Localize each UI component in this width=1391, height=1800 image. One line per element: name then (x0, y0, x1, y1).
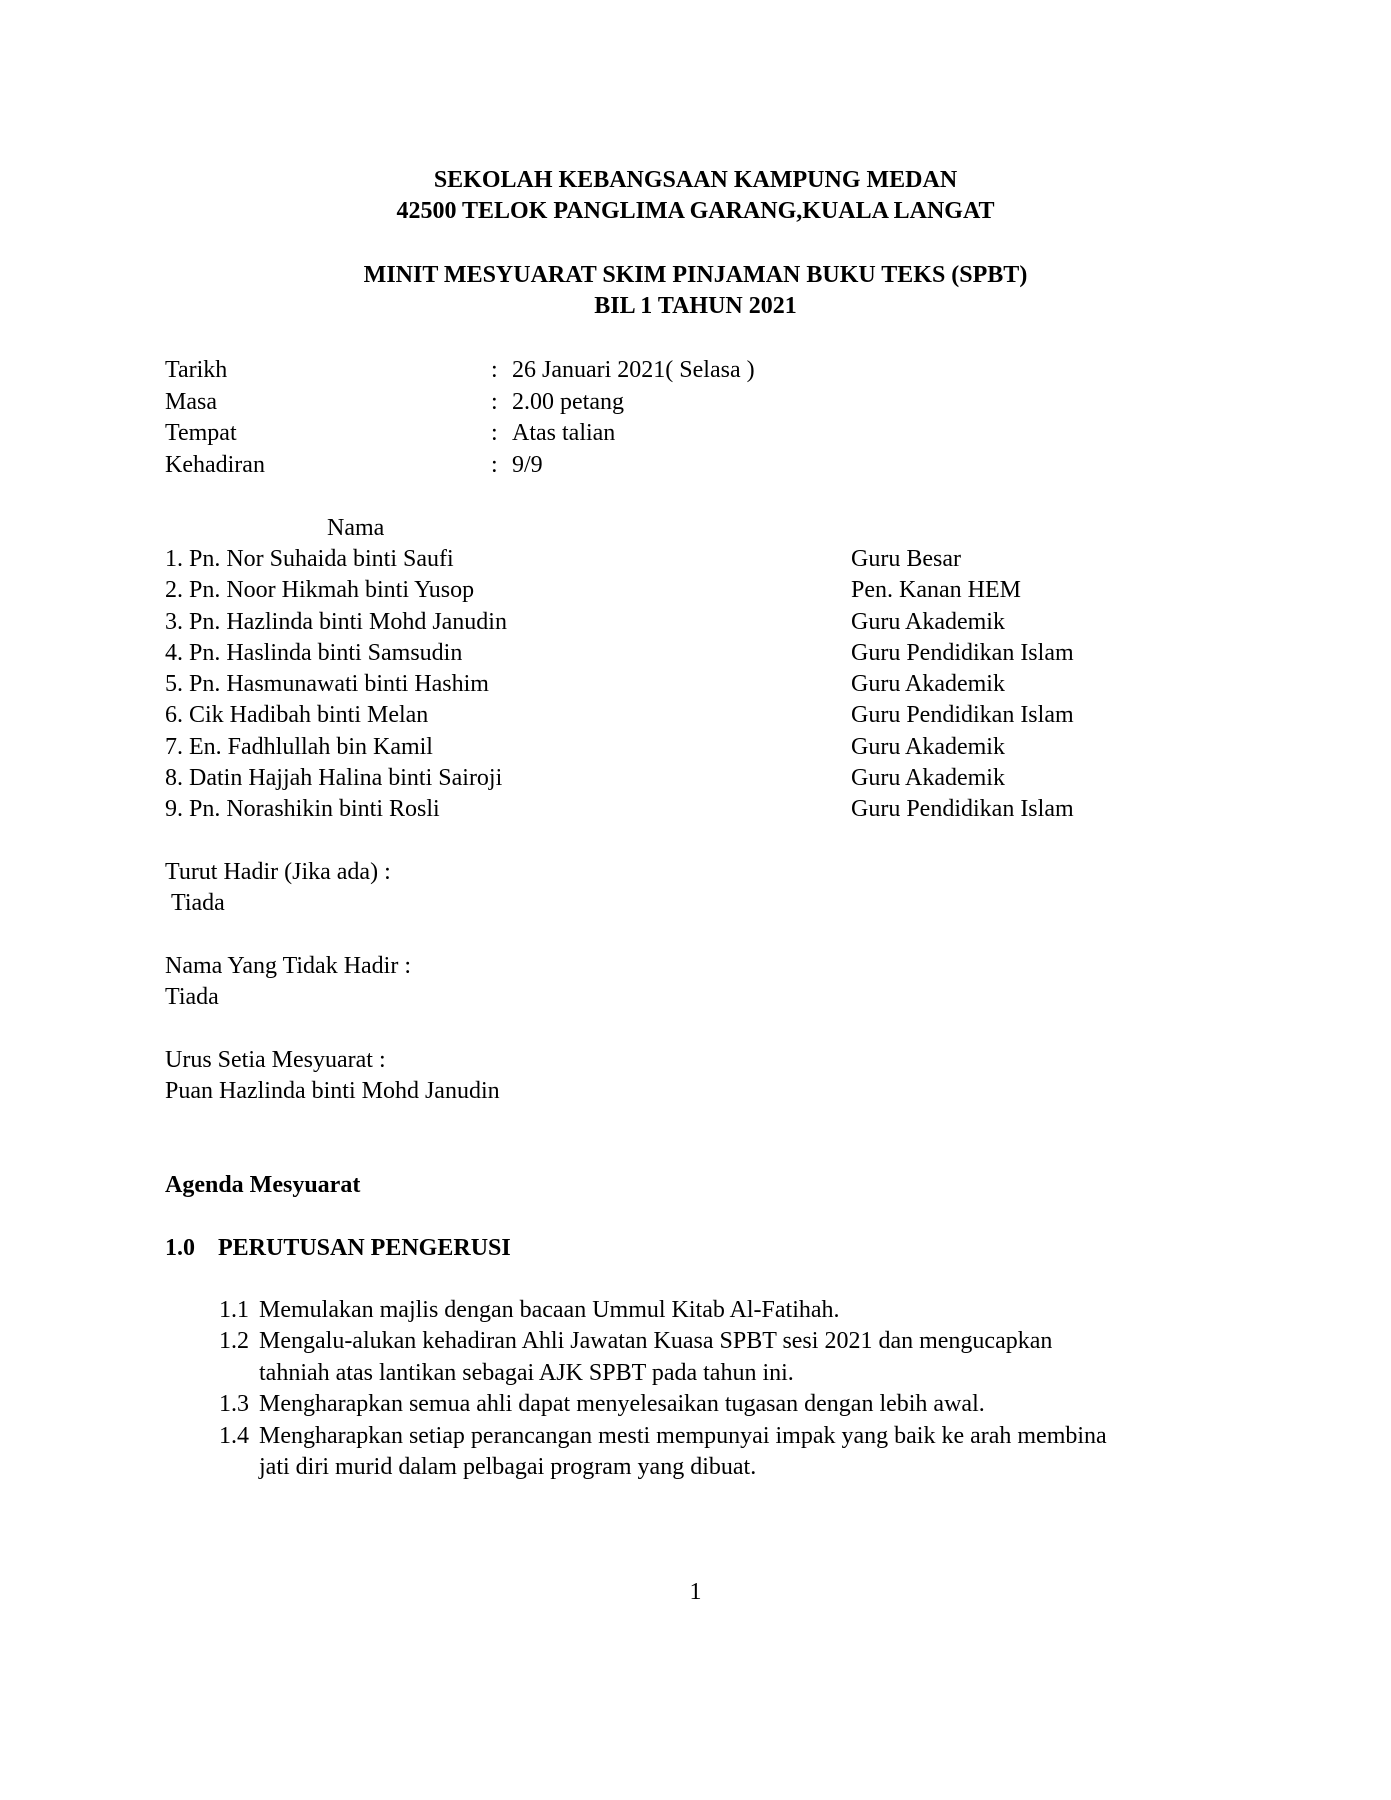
absent-label: Nama Yang Tidak Hadir : (165, 953, 412, 979)
detail-colon: : (491, 357, 498, 383)
member-role: Guru Akademik (851, 764, 1005, 791)
member-role: Guru Pendidikan Islam (851, 639, 1074, 666)
agenda-item-text: Memulakan majlis dengan bacaan Ummul Kitab Al-Fatihah. (259, 1297, 840, 1323)
member-name: 2. Pn. Noor Hikmah binti Yusop (165, 577, 475, 604)
member-role: Guru Akademik (851, 671, 1005, 697)
member-role: Guru Pendidikan Islam (851, 796, 1074, 822)
member-name: 9. Pn. Norashikin binti Rosli (165, 796, 440, 822)
agenda-item-text: Mengharapkan setiap perancangan mesti mempunyai impak yang baik ke arah membina (259, 1422, 1107, 1449)
also-present-label: Turut Hadir (Jika ada) : (165, 859, 391, 885)
member-name: 6. Cik Hadibah binti Melan (165, 702, 429, 729)
detail-label: Tarikh (165, 357, 228, 383)
detail-value: 2.00 petang (512, 388, 624, 415)
school-address: 42500 TELOK PANGLIMA GARANG,KUALA LANGAT (396, 198, 995, 224)
secretary-value: Puan Hazlinda binti Mohd Janudin (165, 1078, 500, 1104)
agenda-item-text: jati diri murid dalam pelbagai program yang dibuat. (259, 1454, 757, 1480)
agenda-item-number: 1.2 (219, 1328, 249, 1355)
detail-value: Atas talian (512, 420, 616, 446)
section-title: PERUTUSAN PENGERUSI (218, 1235, 511, 1261)
agenda-item-text: Mengalu-alukan kehadiran Ahli Jawatan Kuasa SPBT sesi 2021 dan mengucapkan (259, 1328, 1053, 1355)
agenda-heading: Agenda Mesyuarat (165, 1172, 361, 1198)
agenda-item-number: 1.3 (219, 1391, 249, 1418)
also-present-value: Tiada (171, 890, 225, 916)
member-role: Guru Besar (851, 546, 961, 572)
detail-label: Kehadiran (165, 451, 265, 478)
member-name: 1. Pn. Nor Suhaida binti Saufi (165, 546, 454, 572)
agenda-item-text: tahniah atas lantikan sebagai AJK SPBT pada tahun ini. (259, 1359, 794, 1386)
detail-label: Tempat (165, 420, 237, 446)
absent-value: Tiada (165, 984, 219, 1010)
member-role: Guru Pendidikan Islam (851, 702, 1074, 729)
member-role: Pen. Kanan HEM (851, 577, 1021, 604)
detail-value: 26 Januari 2021( Selasa ) (512, 357, 755, 383)
agenda-item-number: 1.4 (219, 1422, 249, 1449)
detail-colon: : (491, 388, 498, 415)
document-subtitle: BIL 1 TAHUN 2021 (594, 293, 797, 319)
detail-label: Masa (165, 388, 217, 415)
document-title: MINIT MESYUARAT SKIM PINJAMAN BUKU TEKS (SPBT) (363, 262, 1028, 288)
section-number: 1.0 (165, 1235, 195, 1261)
member-name: 4. Pn. Haslinda binti Samsudin (165, 639, 463, 666)
member-role: Guru Akademik (851, 733, 1005, 760)
page-number: 1 (689, 1579, 702, 1605)
member-name: 5. Pn. Hasmunawati binti Hashim (165, 671, 489, 697)
member-role: Guru Akademik (851, 608, 1005, 635)
detail-colon: : (491, 451, 498, 478)
detail-value: 9/9 (512, 451, 543, 478)
member-name: 8. Datin Hajjah Halina binti Sairoji (165, 764, 503, 791)
agenda-item-number: 1.1 (219, 1297, 249, 1323)
member-name: 7. En. Fadhlullah bin Kamil (165, 733, 433, 760)
school-name: SEKOLAH KEBANGSAAN KAMPUNG MEDAN (433, 167, 958, 193)
member-name: 3. Pn. Hazlinda binti Mohd Janudin (165, 608, 507, 635)
agenda-item-text: Mengharapkan semua ahli dapat menyelesaikan tugasan dengan lebih awal. (259, 1391, 985, 1418)
detail-colon: : (491, 420, 498, 446)
attendance-heading: Nama (327, 515, 385, 541)
secretary-label: Urus Setia Mesyuarat : (165, 1047, 386, 1073)
